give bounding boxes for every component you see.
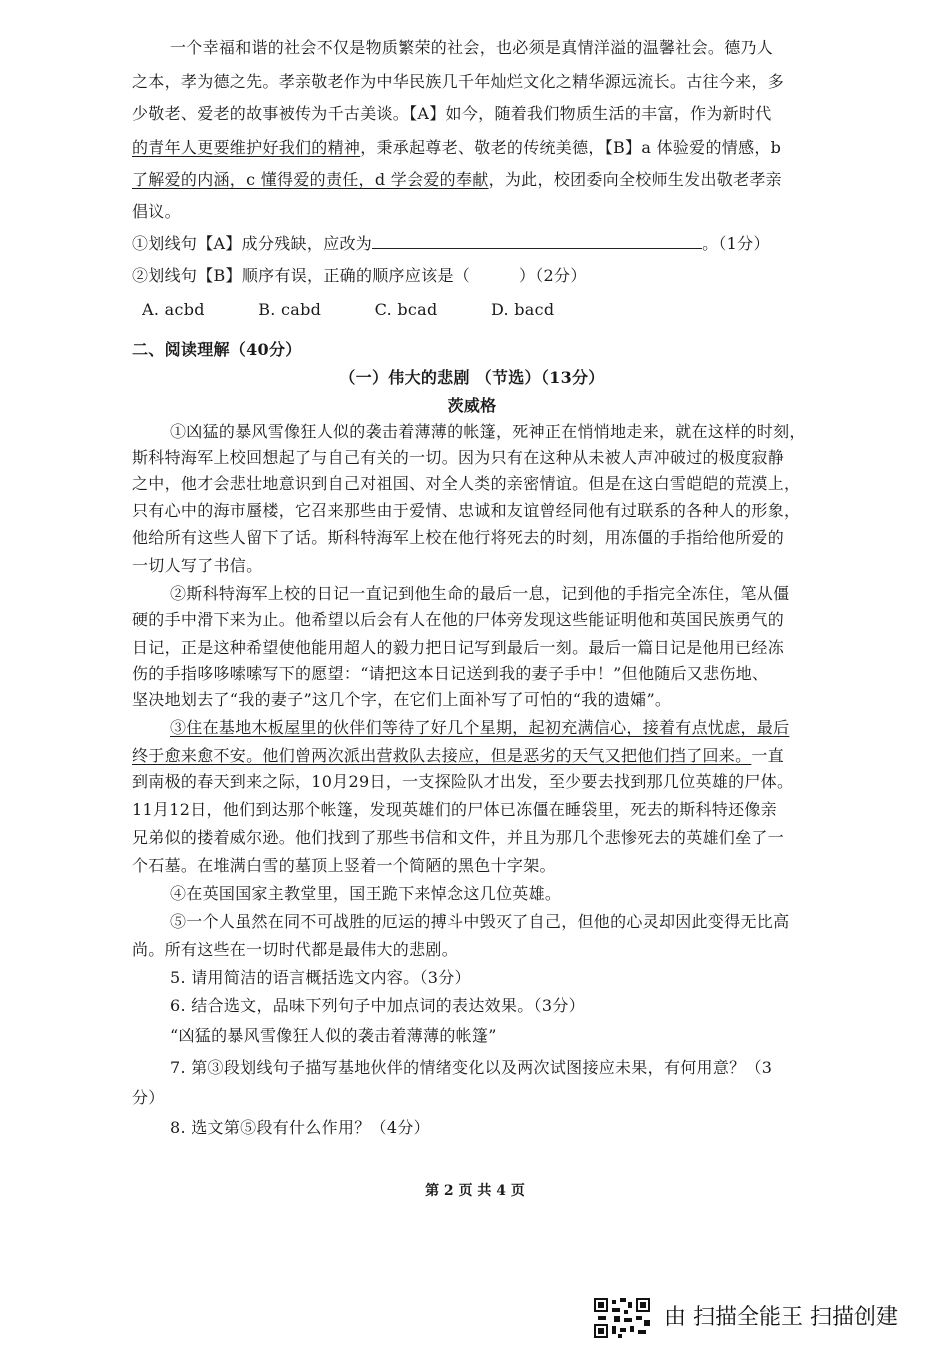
para4: ④在英国国家主教堂里，国王跪下来悼念这几位英雄。 (170, 884, 562, 903)
quote-mid-1: 猛的暴风雪像狂人似的 (194, 1026, 358, 1045)
intro-line-6: 倡议。 (132, 202, 181, 221)
question-fix-a (132, 234, 812, 254)
question-5: 5. 请用简洁的语言概括选文内容。（3分） (170, 968, 471, 987)
intro-line-3: 少敬老、爱老的故事被传为千古美谈。【A】如今，随着我们物质生活的丰富，作为新时代 (132, 104, 772, 123)
para2-line-2: 硬的手中滑下来为止。他希望以后会有人在他的尸体旁发现这些能证明他和英国民族勇气的 (132, 610, 785, 629)
question-8: 8. 选文第⑤段有什么作用？（4分） (170, 1118, 430, 1137)
para1-line-4: 只有心中的海市蜃楼，它召来那些由于爱情、忠诚和友谊曾经同他有过联系的各种人的形象， (132, 501, 801, 520)
para3-underlined-1: ③住在基地木板屋里的伙伴们等待了好几个星期，起初充满信心，接着有点忧虑，最后 (170, 718, 790, 737)
question-6-quote (170, 1026, 812, 1046)
intro-line-5 (132, 170, 812, 190)
para3-line-4: 11月12日，他们到达那个帐篷，发现英雄们的尸体已冻僵在睡袋里，死去的斯科特还像亲 (132, 800, 778, 819)
page-number: 第 2 页 共 4 页 (425, 1183, 525, 1199)
para3-line-2 (132, 746, 812, 766)
section-heading: 二、阅读理解（40分） (132, 340, 302, 359)
para2-line-3: 日记，正是这种希望使他能用超人的毅力把日记写到最后一刻。最后一篇日记是他用已经冻 (132, 638, 785, 657)
answer-blank[interactable] (372, 234, 702, 249)
intro-line-4-rest: ，秉承起尊老、敬老的传统美德，【B】a 体验爱的情感，b (360, 138, 782, 157)
para2-line-4: 伤的手指哆哆嗦嗦写下的愿望：“请把这本日记送到我的妻子手中！”但他随后又悲伤地、 (132, 664, 769, 683)
option-a: A. acbd (142, 300, 205, 319)
para3-line-6: 个石墓。在堆满白雪的墓顶上竖着一个简陋的黑色十字架。 (132, 856, 556, 875)
intro-line-2: 之本，孝为德之先。孝亲敬老作为中华民族几千年灿烂文化之精华源远流长。古往今来，多 (132, 72, 785, 91)
scanner-watermark: 由 扫描全能王 扫描创建 (664, 1305, 898, 1330)
question-6: 6. 结合选文，品味下列句子中加点词的表达效果。（3分） (170, 996, 585, 1015)
intro-line-5-rest: ，为此，校团委向全校师生发出敬老孝亲 (488, 170, 782, 189)
question-fix-a-score: 。（1分） (702, 234, 770, 253)
para3-line-3: 到南极的春天到来之际，10月29日，一支探险队才出发，至少要去找到那几位英雄的尸体。 (132, 772, 794, 791)
question-7-cont: 分） (132, 1088, 165, 1107)
dotted-word-1: 凶 (178, 1026, 195, 1045)
dotted-word-2: 袭 (357, 1026, 375, 1045)
para1-line-6: 一切人写了书信。 (132, 556, 263, 575)
para1-line-3: 之中，他才会悲壮地意识到自己对祖国、对全人类的亲密情谊。但是在这白雪皑皑的荒漠上， (132, 474, 801, 493)
underlined-sentence-a: 的青年人更要维护好我们的精神 (132, 138, 361, 157)
option-c: C. bcad (374, 300, 438, 319)
para5-line-1: ⑤一个人虽然在同不可战胜的厄运的搏斗中毁灭了自己，但他的心灵却因此变得无比高 (170, 912, 790, 931)
para5-line-2: 尚。所有这些在一切时代都是最伟大的悲剧。 (132, 940, 459, 959)
option-b: B. cabd (258, 300, 322, 319)
para2-line-5: 坚决地划去了“我的妻子”这几个字，在它们上面补写了可怕的“我的遗孀”。 (132, 690, 672, 709)
para3-underlined-2: 终于愈来愈不安。他们曾两次派出营救队去接应，但是恶劣的天气又把他们挡了回来。 (132, 746, 752, 765)
para3-line-2-tail: 一直 (751, 746, 785, 765)
para3-line-5: 兄弟似的搂着威尔逊。他们找到了那些书信和文件，并且为那几个悲惨死去的英雄们垒了一 (132, 828, 785, 847)
option-d: D. bacd (490, 300, 555, 319)
intro-line-4 (132, 138, 812, 158)
question-fix-a-text: ①划线句【A】成分残缺，应改为 (132, 234, 373, 253)
para1-line-5: 他给所有这些人留下了话。斯科特海军上校在他行将死去的时刻，用冻僵的手指给他所爱的 (132, 528, 785, 547)
para1-line-1: ①凶猛的暴风雪像狂人似的袭击着薄薄的帐篷，死神正在悄悄地走来，就在这样的时刻， (170, 422, 806, 441)
para1-line-2: 斯科特海军上校回想起了与自己有关的一切。因为只有在这种从未被人声冲破过的极度寂静 (132, 448, 785, 467)
quote-open: “ (170, 1026, 179, 1045)
intro-line-1: 一个幸福和谐的社会不仅是物质繁荣的社会，也必须是真情洋溢的温馨社会。德乃人 (170, 38, 774, 57)
qr-code-icon (594, 1298, 650, 1338)
para3-line-1 (170, 718, 812, 738)
article-title: （一）伟大的悲剧 （节选）（13分） (339, 368, 605, 387)
quote-mid-2: 击着薄薄的帐篷” (374, 1026, 497, 1045)
article-author: 茨威格 (447, 396, 497, 415)
question-7: 7. 第③段划线句子描写基地伙伴的情绪变化以及两次试图接应未果，有何用意？（3 (170, 1058, 773, 1077)
para2-line-1: ②斯科特海军上校的日记一直记到他生命的最后一息，记到他的手指完全冻住，笔从僵 (170, 584, 790, 603)
underlined-sentence-b: 了解爱的内涵，c 懂得爱的责任，d 学会爱的奉献 (132, 170, 489, 189)
choice-options (142, 300, 822, 320)
question-fix-b: ②划线句【B】顺序有误，正确的顺序应该是（ ）（2分） (132, 266, 587, 285)
